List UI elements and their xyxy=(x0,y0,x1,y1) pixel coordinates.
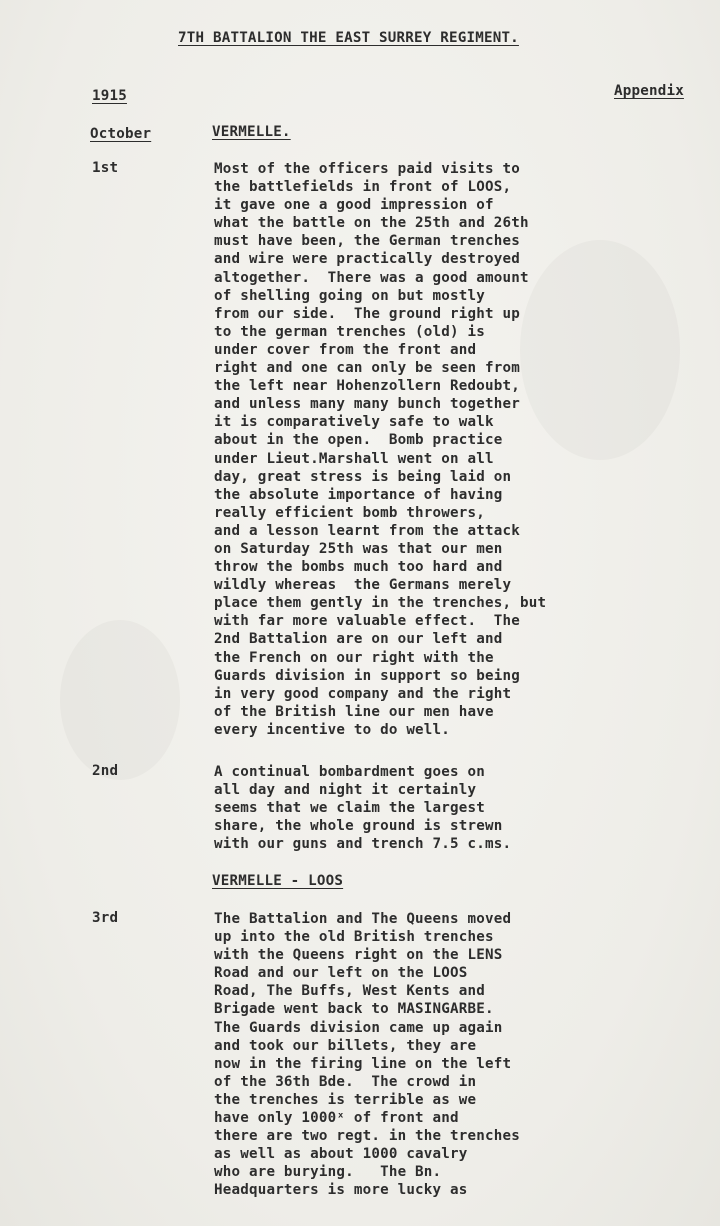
entry-line: with our guns and trench 7.5 c.ms. xyxy=(214,836,512,853)
entry-line: day, great stress is being laid on xyxy=(214,468,512,485)
entry-line: under cover from the front and xyxy=(214,341,477,358)
entry-line: Headquarters is more lucky as xyxy=(214,1182,468,1199)
paper-stain xyxy=(60,620,180,780)
entry-line: with far more valuable effect. The xyxy=(214,613,520,630)
entry-line: every incentive to do well. xyxy=(214,721,451,738)
entry-line: it gave one a good impression of xyxy=(214,197,494,214)
entry-line: the French on our right with the xyxy=(214,649,494,666)
entry-line: A continual bombardment goes on xyxy=(214,764,485,780)
entry-line: have only 1000ˣ of front and xyxy=(214,1110,459,1127)
entry-line: of shelling going on but mostly xyxy=(214,287,485,304)
appendix-label: Appendix xyxy=(614,83,684,99)
entry-line: Most of the officers paid visits to xyxy=(214,161,520,177)
entry-line: and wire were practically destroyed xyxy=(214,251,520,268)
entry-line: to the german trenches (old) is xyxy=(214,323,485,340)
entry-line: about in the open. Bomb practice xyxy=(214,432,503,449)
entry-line: altogether. There was a good amount xyxy=(214,269,529,286)
entry-line: from our side. The ground right up xyxy=(214,305,520,322)
entry-line: under Lieut.Marshall went on all xyxy=(214,450,494,467)
entry-line: Guards division in support so being xyxy=(214,667,520,684)
entry-line: seems that we claim the largest xyxy=(214,800,485,817)
entry-text xyxy=(214,910,520,1200)
entry-text xyxy=(214,160,546,739)
entry-line: right and one can only be seen from xyxy=(214,360,520,377)
entry-line: on Saturday 25th was that our men xyxy=(214,540,503,557)
entry-line: with the Queens right on the LENS xyxy=(214,947,503,964)
entry-line: all day and night it certainly xyxy=(214,782,477,799)
document-title: 7TH BATTALION THE EAST SURREY REGIMENT. xyxy=(178,30,519,46)
entry-line: and took our billets, they are xyxy=(214,1037,477,1054)
entry-line: Brigade went back to MASINGARBE. xyxy=(214,1001,494,1018)
entry-line: what the battle on the 25th and 26th xyxy=(214,215,529,232)
entry-line: there are two regt. in the trenches xyxy=(214,1128,520,1145)
entry-line: and unless many many bunch together xyxy=(214,396,520,413)
entry-line: in very good company and the right xyxy=(214,685,512,702)
entry-line: it is comparatively safe to walk xyxy=(214,414,494,431)
year-label: 1915 xyxy=(92,88,127,104)
entry-date: 2nd xyxy=(92,763,119,779)
entry-line: the battlefields in front of LOOS, xyxy=(214,179,512,196)
entry-line: the trenches is terrible as we xyxy=(214,1091,477,1108)
entry-line: place them gently in the trenches, but xyxy=(214,595,547,612)
entry-line: share, the whole ground is strewn xyxy=(214,818,503,835)
month-label: October xyxy=(90,126,152,142)
entry-line: as well as about 1000 cavalry xyxy=(214,1146,468,1163)
entry-date: 3rd xyxy=(92,910,119,926)
entry-line: 2nd Battalion are on our left and xyxy=(214,631,503,648)
entry-date: 1st xyxy=(92,160,119,176)
entry-line: throw the bombs much too hard and xyxy=(214,559,503,576)
entry-line: really efficient bomb throwers, xyxy=(214,504,485,521)
place-heading: VERMELLE - LOOS xyxy=(212,873,344,889)
entry-line: the absolute importance of having xyxy=(214,486,503,503)
entry-line: of the British line our men have xyxy=(214,703,494,720)
entry-line: now in the firing line on the left xyxy=(214,1055,512,1072)
entry-line: the left near Hohenzollern Redoubt, xyxy=(214,378,520,395)
entry-line: of the 36th Bde. The crowd in xyxy=(214,1073,477,1090)
entry-line: The Battalion and The Queens moved xyxy=(214,911,512,927)
entry-text xyxy=(214,763,511,853)
entry-line: The Guards division came up again xyxy=(214,1019,503,1036)
entry-line: who are burying. The Bn. xyxy=(214,1164,442,1181)
entry-line: Road, The Buffs, West Kents and xyxy=(214,983,485,1000)
entry-line: must have been, the German trenches xyxy=(214,233,520,250)
entry-line: and a lesson learnt from the attack xyxy=(214,522,520,539)
place-heading: VERMELLE. xyxy=(212,124,291,140)
entry-line: up into the old British trenches xyxy=(214,929,494,946)
entry-line: Road and our left on the LOOS xyxy=(214,965,468,982)
entry-line: wildly whereas the Germans merely xyxy=(214,577,512,594)
